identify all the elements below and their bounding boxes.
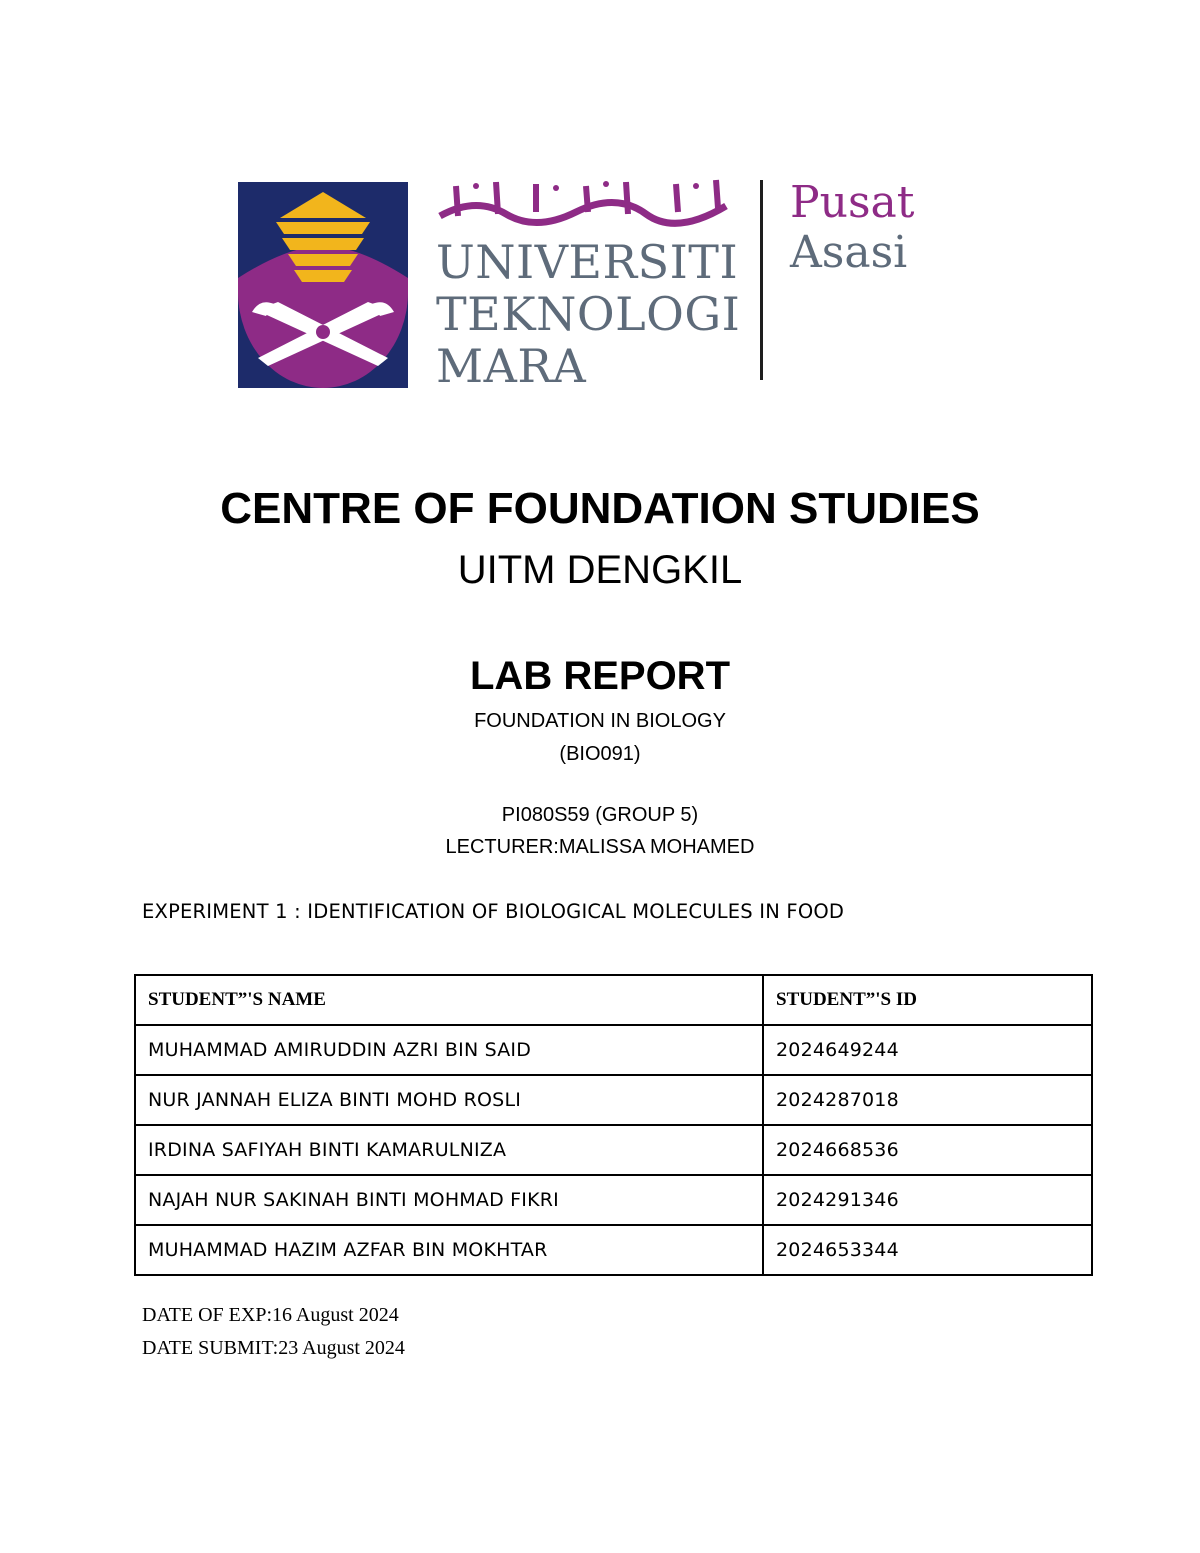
student-id: 2024668536 [763,1125,1092,1175]
table-row [135,1225,1092,1275]
logo-divider [760,180,763,380]
logo-pusat-text: Pusat [790,177,915,228]
table-header-row [135,975,1092,1025]
student-name: NAJAH NUR SAKINAH BINTI MOHMAD FIKRI [135,1175,763,1225]
student-id: 2024291346 [763,1175,1092,1225]
uitm-logo [238,176,918,393]
table-row [135,1175,1092,1225]
wordmark-line-3: MARA [436,339,587,393]
wordmark-line-2: TEKNOLOGI [436,287,741,341]
experiment-title: EXPERIMENT 1 : IDENTIFICATION OF BIOLOGICAL MOLECULES IN FOOD [142,900,845,923]
student-name: MUHAMMAD HAZIM AZFAR BIN MOKHTAR [135,1225,763,1275]
report-type-heading: LAB REPORT [470,654,730,698]
student-id: 2024653344 [763,1225,1092,1275]
course-name: FOUNDATION IN BIOLOGY [474,710,726,732]
student-id: 2024287018 [763,1075,1092,1125]
course-code: (BIO091) [559,743,641,765]
date-of-experiment: DATE OF EXP:16 August 2024 [142,1304,399,1326]
wordmark-line-1: UNIVERSITI [436,235,739,289]
student-name: IRDINA SAFIYAH BINTI KAMARULNIZA [135,1125,763,1175]
jawi-text-logo [436,176,734,228]
header-id: STUDENT”'S ID [763,975,1092,1025]
table-row [135,1125,1092,1175]
uitm-emblem-icon [238,182,408,388]
date-submitted: DATE SUBMIT:23 August 2024 [142,1337,405,1359]
campus-heading: UITM DENGKIL [457,548,743,592]
jawi-script-icon [436,176,734,228]
table-row [135,1025,1092,1075]
group-info: PI080S59 (GROUP 5) [501,804,699,826]
student-id: 2024649244 [763,1025,1092,1075]
uitm-wordmark [436,236,740,392]
students-table [134,974,1093,1276]
header-name: STUDENT”'S NAME [135,975,763,1025]
table-row [135,1075,1092,1125]
lecturer-info: LECTURER:MALISSA MOHAMED [445,836,755,858]
student-name: MUHAMMAD AMIRUDDIN AZRI BIN SAID [135,1025,763,1075]
student-name: NUR JANNAH ELIZA BINTI MOHD ROSLI [135,1075,763,1125]
centre-heading: CENTRE OF FOUNDATION STUDIES [220,484,980,533]
logo-asasi-text: Asasi [790,227,908,278]
